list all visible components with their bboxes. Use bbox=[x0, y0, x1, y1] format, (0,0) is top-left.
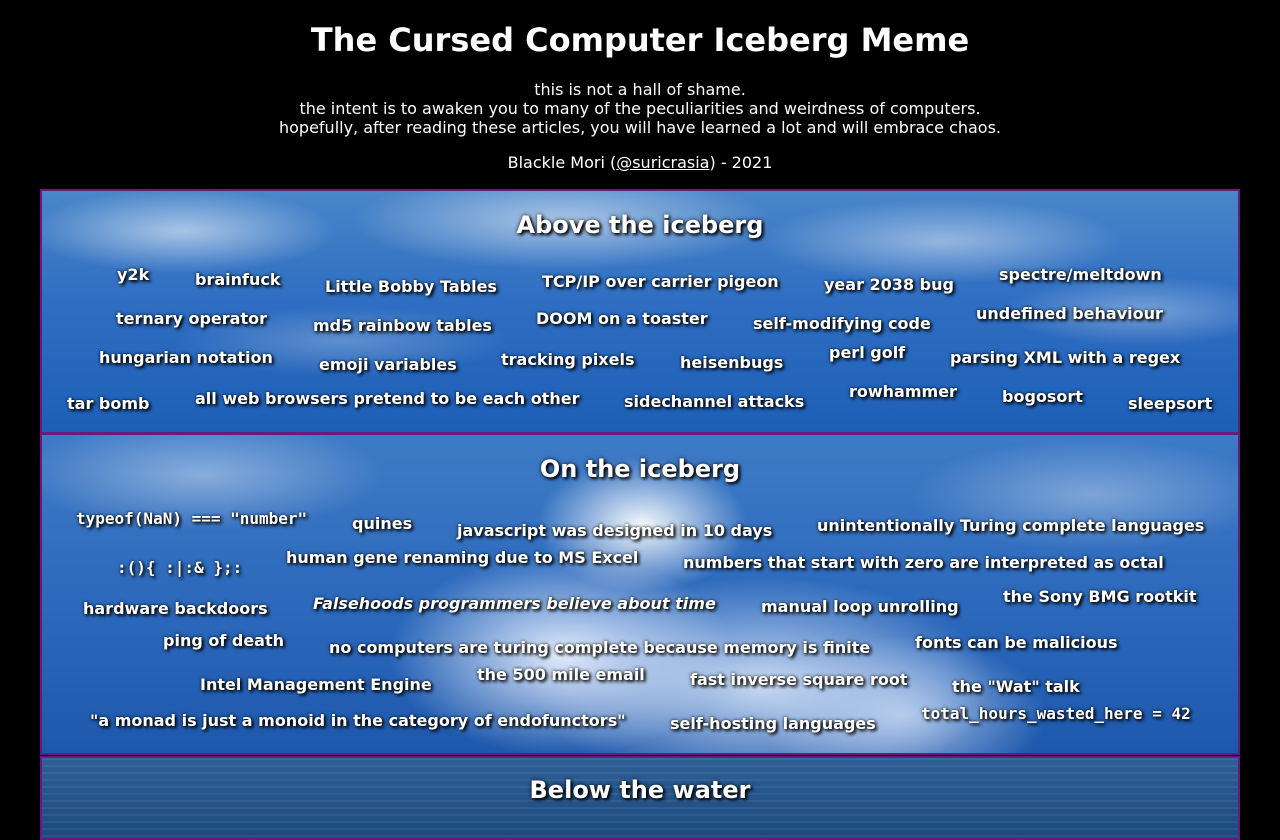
iceberg-item[interactable]: spectre/meltdown bbox=[999, 265, 1162, 284]
iceberg-item[interactable]: tar bomb bbox=[67, 394, 150, 413]
iceberg-item[interactable]: undefined behaviour bbox=[976, 304, 1163, 323]
iceberg-item[interactable]: fast inverse square root bbox=[690, 670, 908, 689]
iceberg-item[interactable]: hardware backdoors bbox=[83, 599, 268, 618]
page-title: The Cursed Computer Iceberg Meme bbox=[310, 21, 970, 59]
author-credit bbox=[0, 153, 1280, 173]
section-below-the-water bbox=[40, 756, 1240, 840]
intro-line: the intent is to awaken you to many of the peculiarities and weirdness of computers. bbox=[299, 99, 981, 118]
intro-line: hopefully, after reading these articles, you will have learned a lot and will embrace chaos. bbox=[278, 118, 1002, 137]
iceberg-item[interactable]: quines bbox=[352, 514, 413, 533]
iceberg-item[interactable]: the Sony BMG rootkit bbox=[1003, 587, 1197, 606]
iceberg-item[interactable]: year 2038 bug bbox=[824, 275, 954, 294]
iceberg-item[interactable]: DOOM on a toaster bbox=[536, 309, 708, 328]
iceberg-item[interactable]: y2k bbox=[117, 265, 150, 284]
iceberg-item[interactable]: brainfuck bbox=[195, 270, 281, 289]
iceberg-item[interactable]: Intel Management Engine bbox=[200, 675, 432, 694]
iceberg-item[interactable]: ping of death bbox=[163, 631, 285, 650]
iceberg-item[interactable]: :(){ :|:& };: bbox=[117, 558, 243, 577]
iceberg-item[interactable]: the "Wat" talk bbox=[952, 677, 1080, 696]
iceberg-item[interactable]: parsing XML with a regex bbox=[950, 348, 1181, 367]
section-heading: Above the iceberg bbox=[516, 211, 764, 239]
iceberg-item[interactable]: Little Bobby Tables bbox=[325, 277, 497, 296]
iceberg-item[interactable]: no computers are turing complete because memory is finite bbox=[329, 638, 871, 657]
author-handle-link[interactable]: @suricrasia bbox=[616, 153, 710, 172]
section-heading: Below the water bbox=[529, 776, 751, 804]
section-on-the-iceberg bbox=[40, 433, 1240, 755]
credit-prefix: Blackle Mori ( bbox=[507, 153, 617, 172]
iceberg-item[interactable]: rowhammer bbox=[849, 382, 957, 401]
iceberg-item[interactable]: typeof(NaN) === "number" bbox=[76, 509, 308, 528]
iceberg-item[interactable]: tracking pixels bbox=[501, 350, 635, 369]
iceberg-item[interactable]: sidechannel attacks bbox=[624, 392, 805, 411]
iceberg-item[interactable]: javascript was designed in 10 days bbox=[457, 521, 773, 540]
iceberg-item[interactable]: sleepsort bbox=[1128, 394, 1213, 413]
iceberg-item[interactable]: the 500 mile email bbox=[477, 665, 645, 684]
iceberg-item[interactable]: Falsehoods programmers believe about time bbox=[313, 594, 716, 613]
iceberg-item[interactable]: unintentionally Turing complete languages bbox=[817, 516, 1205, 535]
iceberg-item[interactable]: emoji variables bbox=[319, 355, 457, 374]
iceberg-item[interactable]: all web browsers pretend to be each other bbox=[195, 389, 580, 408]
iceberg-item[interactable]: ternary operator bbox=[116, 309, 267, 328]
iceberg-item[interactable]: hungarian notation bbox=[99, 348, 273, 367]
iceberg-item[interactable]: manual loop unrolling bbox=[761, 597, 959, 616]
section-above-the-iceberg bbox=[40, 189, 1240, 434]
iceberg-item[interactable]: perl golf bbox=[829, 343, 906, 362]
iceberg-item[interactable]: heisenbugs bbox=[680, 353, 784, 372]
iceberg-item[interactable]: fonts can be malicious bbox=[915, 633, 1118, 652]
iceberg-item[interactable]: TCP/IP over carrier pigeon bbox=[542, 272, 779, 291]
iceberg-item[interactable]: "a monad is just a monoid in the category of endofunctors" bbox=[90, 711, 626, 730]
iceberg-item[interactable]: human gene renaming due to MS Excel bbox=[286, 548, 639, 567]
iceberg-item[interactable]: total_hours_wasted_here = 42 bbox=[921, 704, 1191, 723]
intro-line: this is not a hall of shame. bbox=[534, 80, 746, 99]
iceberg-item[interactable]: numbers that start with zero are interpreted as octal bbox=[683, 553, 1164, 572]
iceberg-item[interactable]: bogosort bbox=[1002, 387, 1083, 406]
iceberg-item[interactable]: md5 rainbow tables bbox=[313, 316, 492, 335]
intro-text bbox=[0, 80, 1280, 137]
iceberg-item[interactable]: self-hosting languages bbox=[670, 714, 876, 733]
credit-suffix: ) - 2021 bbox=[709, 153, 773, 172]
section-heading: On the iceberg bbox=[539, 455, 741, 483]
iceberg-item[interactable]: self-modifying code bbox=[753, 314, 931, 333]
